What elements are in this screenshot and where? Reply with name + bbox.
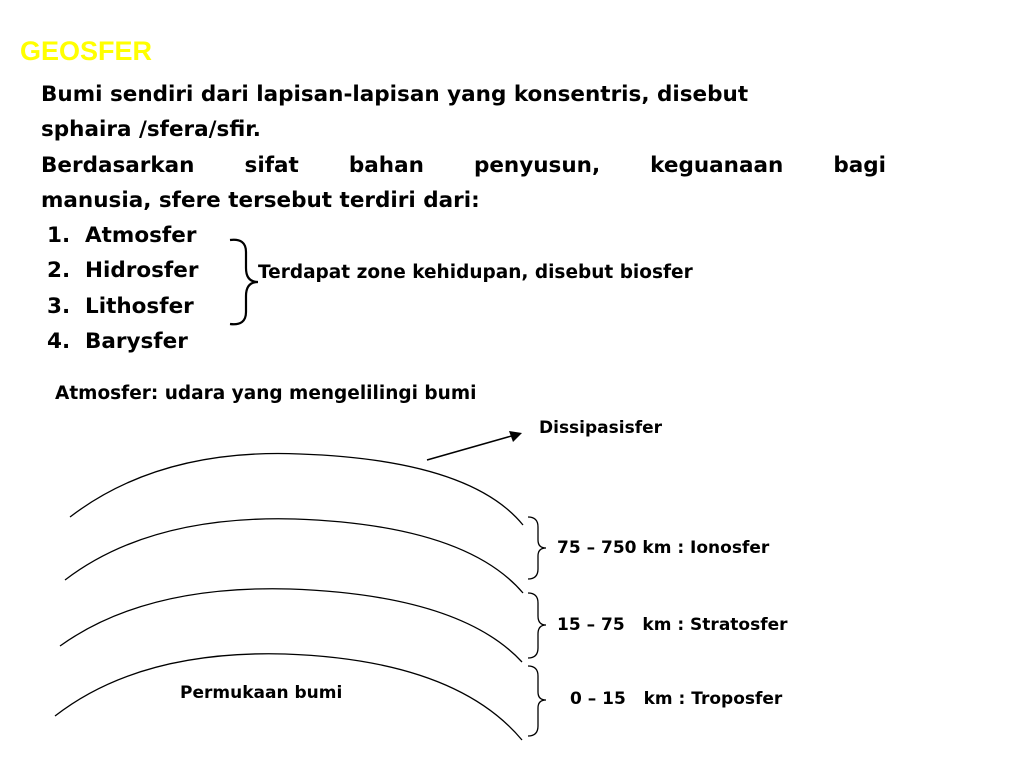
layer-arc-stratosfer bbox=[60, 589, 522, 662]
dissipasisfer-arrow-line bbox=[427, 435, 515, 460]
layer-arc-ionosfer bbox=[65, 519, 523, 593]
stratosfer-brace bbox=[528, 593, 546, 658]
ionosfer-brace bbox=[528, 517, 546, 579]
intro-line-3: Berdasarkan sifat bahan penyusun, keguanaan bagi bbox=[41, 153, 886, 178]
list-number: 4. bbox=[47, 329, 71, 354]
label-troposfer: 0 – 15 km : Troposfer bbox=[570, 689, 783, 709]
layer-arc-dissipasisfer bbox=[70, 454, 523, 525]
intro-line-1: Bumi sendiri dari lapisan-lapisan yang konsentris, disebut bbox=[41, 82, 749, 107]
intro-line-2: sphaira /sfera/sfir. bbox=[41, 117, 261, 142]
slide-title: GEOSFER bbox=[20, 36, 153, 66]
intro-line-4: manusia, sfere tersebut terdiri dari: bbox=[41, 188, 480, 213]
list-brace bbox=[230, 240, 258, 325]
troposfer-brace bbox=[528, 666, 546, 736]
biosfer-note: Terdapat zone kehidupan, disebut biosfer bbox=[258, 262, 693, 283]
label-ionosfer: 75 – 750 km : Ionosfer bbox=[557, 538, 770, 558]
list-label: Atmosfer bbox=[85, 223, 197, 248]
list-number: 1. bbox=[47, 223, 71, 248]
list-number: 3. bbox=[47, 294, 71, 319]
atmosfer-definition: Atmosfer: udara yang mengelilingi bumi bbox=[55, 383, 477, 404]
list-label: Lithosfer bbox=[85, 294, 194, 319]
label-dissipasisfer: Dissipasisfer bbox=[539, 418, 663, 438]
list-label: Hidrosfer bbox=[85, 258, 199, 283]
label-stratosfer: 15 – 75 km : Stratosfer bbox=[557, 615, 788, 635]
list-label: Barysfer bbox=[85, 329, 188, 354]
label-permukaan-bumi: Permukaan bumi bbox=[180, 683, 343, 703]
list-number: 2. bbox=[47, 258, 71, 283]
layer-arc-troposfer bbox=[55, 654, 522, 740]
